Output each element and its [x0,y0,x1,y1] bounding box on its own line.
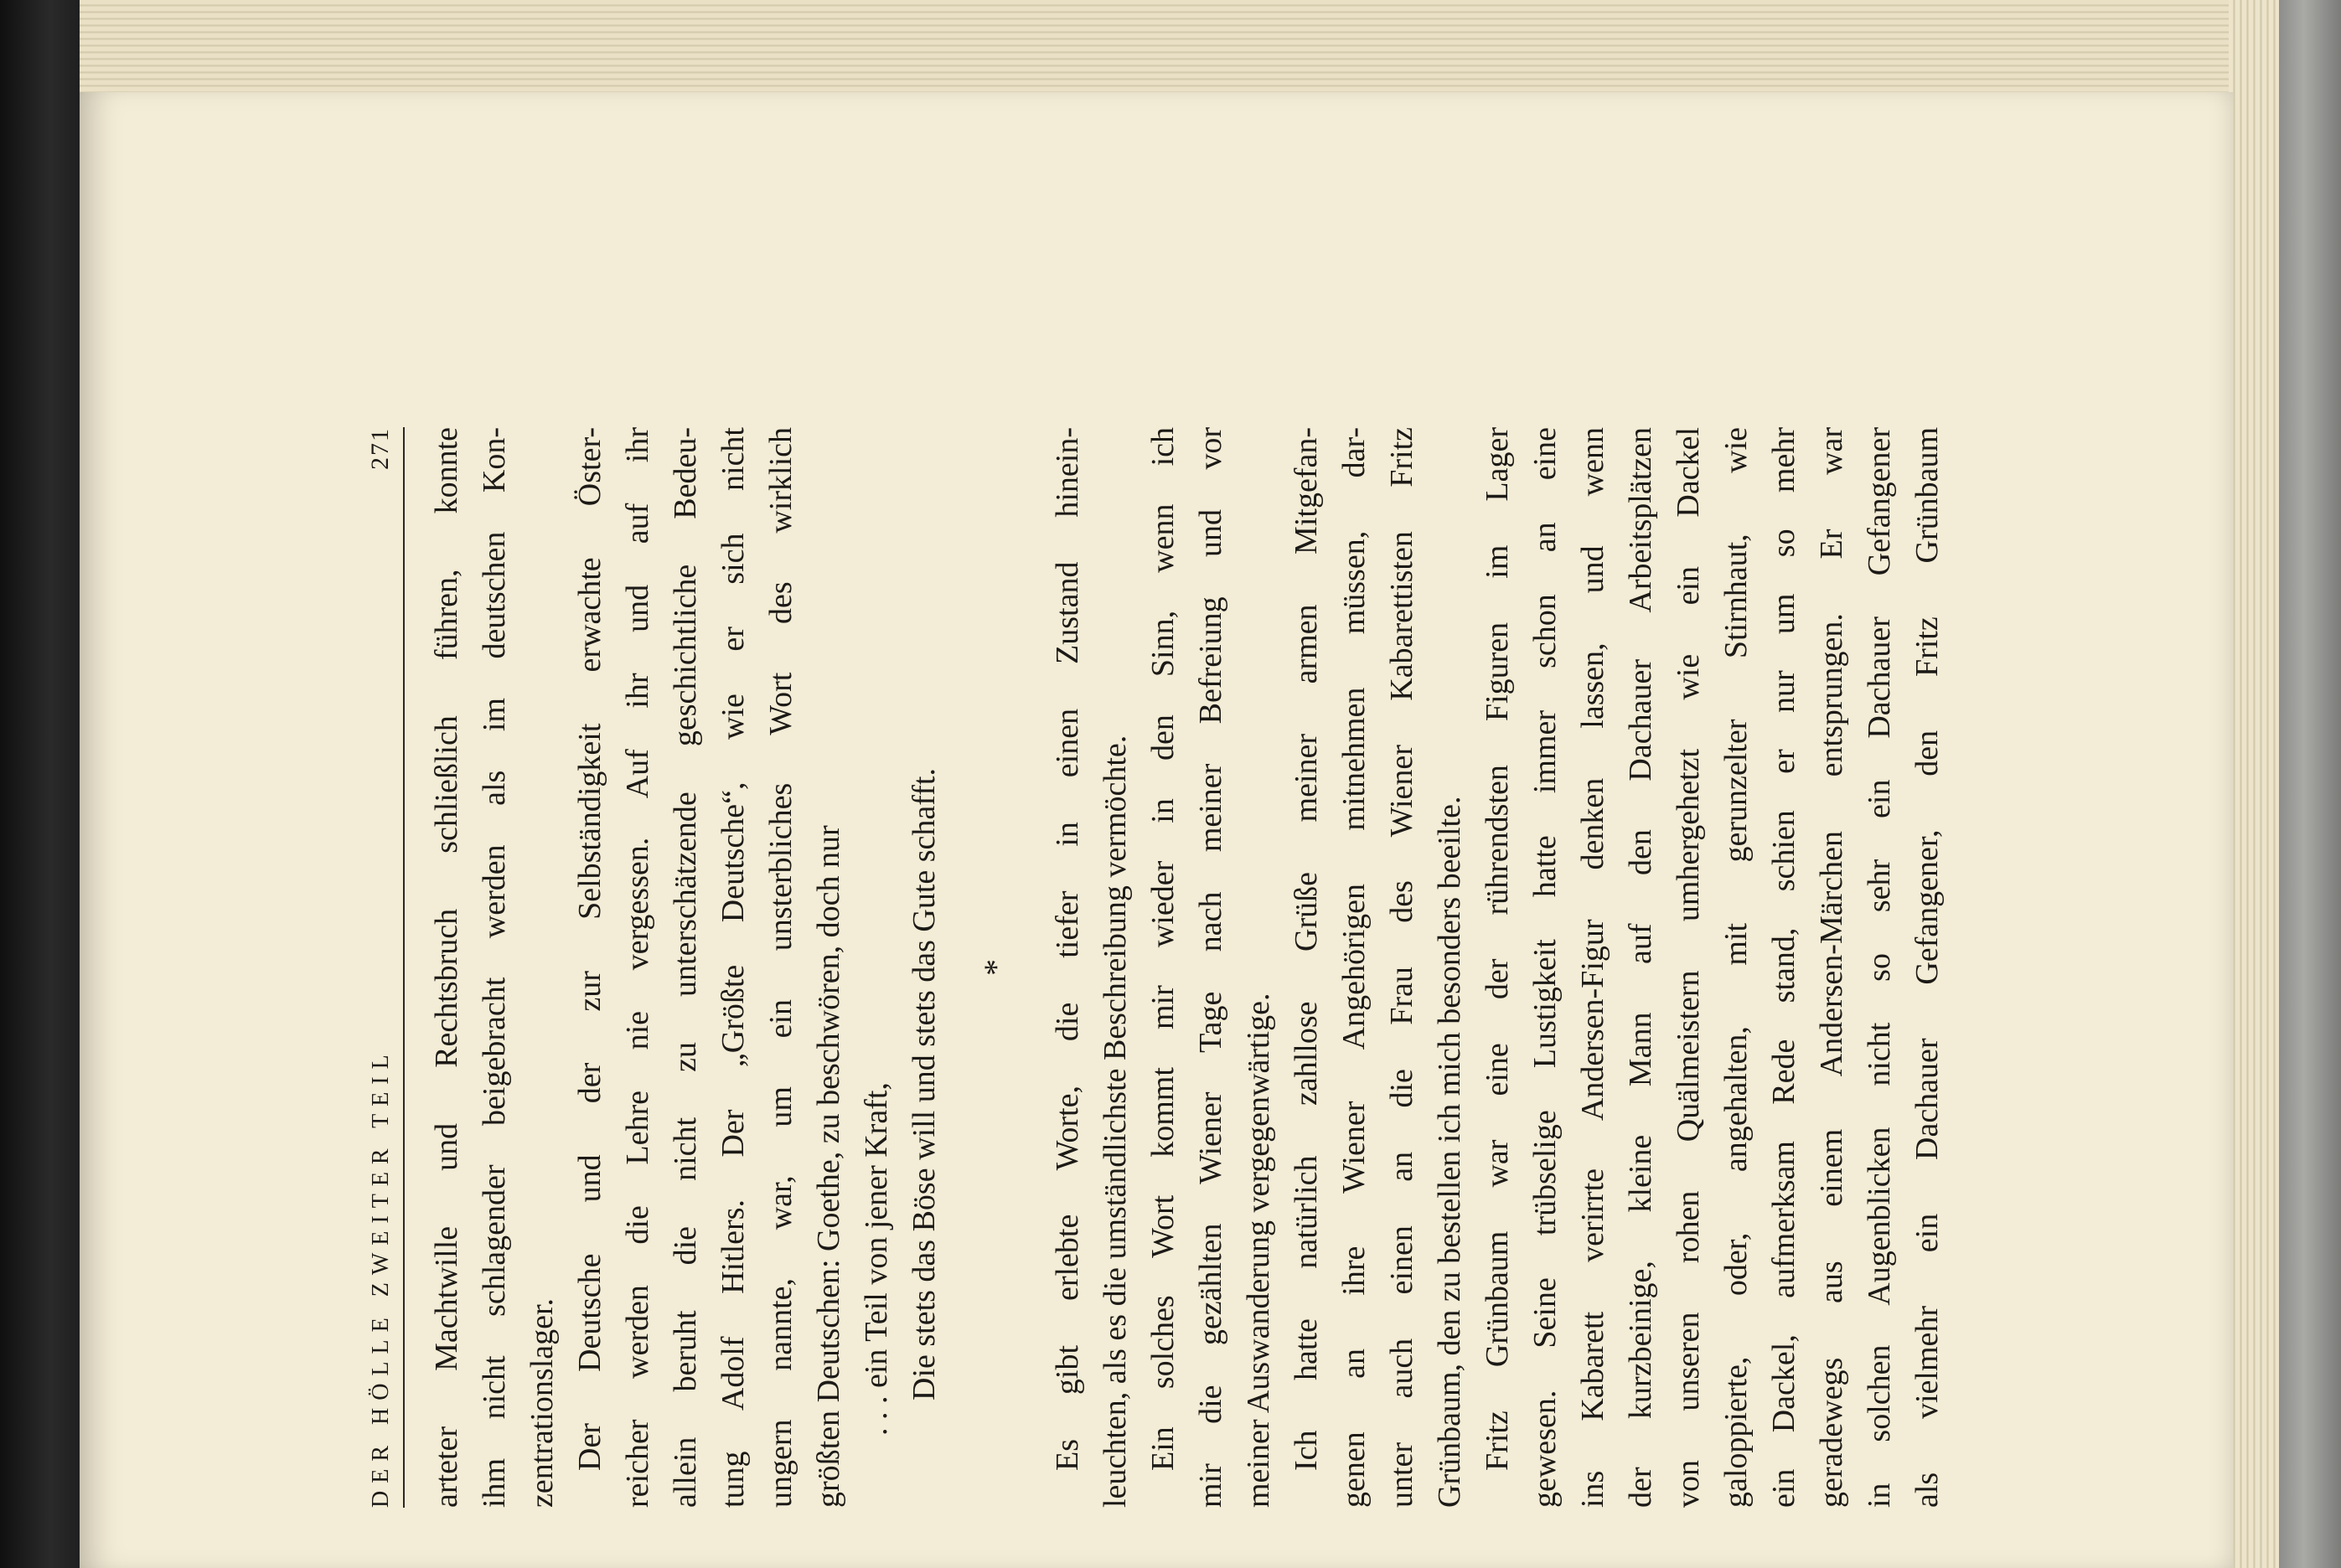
scan-background [0,0,84,1568]
text-line: allein beruht die nicht zu unterschätzende geschichtliche Bedeu- [668,427,703,1508]
text-line: Ich hatte natürlich zahllose Grüße meiner armen Mitgefan- [1289,427,1324,1471]
text-line: unter auch einen an die Frau des Wiener Kabarettisten Fritz [1384,427,1419,1508]
text-line: in solchen Augenblicken nicht so sehr ein Dachauer Gefangener [1862,427,1897,1508]
text-line: geradewegs aus einem Andersen-Märchen entsprungen. Er war [1814,427,1849,1508]
quote-line: . . . ein Teil von jener Kraft, [859,1082,894,1436]
text-line: Grünbaum, den zu bestellen ich mich besonders beeilte. [1432,796,1467,1508]
page-stack-edge-top [80,0,2292,102]
text-line: leuchten, als es die umständlichste Beschreibung vermöchte. [1098,735,1133,1508]
text-line: zentrationslager. [525,1297,560,1508]
rotated-text-block [356,427,1990,1508]
text-line: tung Adolf Hitlers. Der „Größte Deutsche“, wie er sich nicht [716,427,751,1508]
text-line: ein Dackel, aufmerksam Rede stand, schien er nur um so mehr [1766,427,1801,1508]
text-line: gewesen. Seine trübselige Lustigkeit hatte immer schon an eine [1527,427,1563,1508]
quote-line: Die stets das Böse will und stets das Gute schafft. [907,768,942,1400]
running-title: DER HÖLLE ZWEITER TEIL [368,1047,394,1508]
text-line: ihm nicht schlagender beigebracht werden als im deutschen Kon- [477,427,512,1508]
running-header [356,427,405,1508]
text-line: galoppierte, oder, angehalten, mit gerunzelter Stirnhaut, wie [1718,427,1754,1508]
text-line: als vielmehr ein Dachauer Gefangener, den Fritz Grünbaum [1909,427,1945,1508]
text-line: Es gibt erlebte Worte, die tiefer in einen Zustand hinein- [1050,427,1085,1471]
page-number: 271 [366,427,394,470]
text-line: Ein solches Wort kommt mir wieder in den Sinn, wenn ich [1145,427,1181,1471]
text-line: meiner Auswanderung vergegenwärtige. [1241,993,1276,1508]
text-line: reicher werden die Lehre nie vergessen. Auf ihr und auf ihr [620,427,655,1508]
book-page [80,92,2233,1568]
text-line: arteter Machtwille und Rechtsbruch schließlich führen, konnte [429,427,464,1508]
text-line: mir die gezählten Wiener Tage nach meiner Befreiung und vor [1193,427,1228,1508]
section-separator: * [977,959,1015,976]
text-line: ungern nannte, war, um ein unsterbliches Wort des wirklich [763,427,798,1508]
text-line: genen an ihre Wiener Angehörigen mitnehmen müssen, dar- [1336,427,1372,1508]
page-body [423,427,1951,1508]
text-line: Fritz Grünbaum war eine der rührendsten Figuren im Lager [1480,427,1515,1471]
text-line: von unseren rohen Quälmeistern umhergehetzt wie ein Dackel [1671,427,1706,1508]
text-line: der kurzbeinige, kleine Mann auf den Dachauer Arbeitsplätzen [1623,427,1658,1508]
text-line: ins Kabarett verirrte Andersen-Figur denken lassen, und wenn [1575,427,1610,1508]
text-line: Der Deutsche und der zur Selbständigkeit erwachte Öster- [572,427,607,1471]
book-cover-edge [2279,0,2341,1568]
text-line: größten Deutschen: Goethe, zu beschwören, doch nur [811,825,846,1508]
